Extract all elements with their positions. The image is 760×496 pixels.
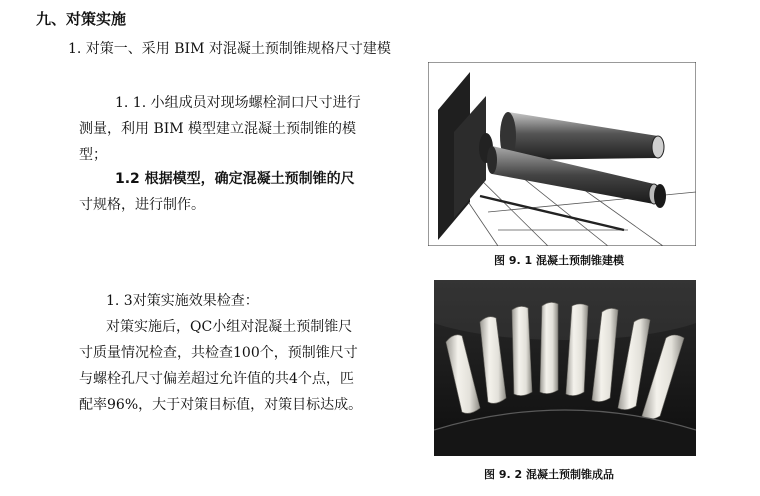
step-1-3-line-3: 与螺栓孔尺寸偏差超过允许值的共4个点，匹 [79,371,354,387]
step-1-3-heading: 1. 3对策实施效果检查： [106,293,259,309]
section-title: 九、对策实施 [36,10,127,28]
step-1-1-line-2: 测量，利用 BIM 模型建立混凝土预制锥的模 [79,121,357,137]
step-1-3-line-4: 配率96%，大于对策目标值，对策目标达成。 [79,397,363,413]
step-1-2-line-2: 寸规格，进行制作。 [79,197,205,213]
step-1-2-line-1: 1.2 根据模型，确定混凝土预制锥的尺 [115,171,355,187]
step-1-3-line-2: 寸质量情况检查，共检查100个，预制锥尺寸 [79,345,358,361]
step-1-1-line-3: 型； [79,147,107,163]
step-1-1-line-1: 1. 1. 小组成员对现场螺栓洞口尺寸进行 [115,95,361,111]
cones-photo [434,280,696,456]
figure-1-caption: 图 9. 1 混凝土预制锥建模 [494,254,624,267]
bim-model-figure [428,62,696,246]
measure-title: 1. 对策一、采用 BIM 对混凝土预制锥规格尺寸建模 [68,41,391,57]
figure-2-caption: 图 9. 2 混凝土预制锥成品 [484,468,614,481]
step-1-3-line-1: 对策实施后，QC小组对混凝土预制锥尺 [106,319,353,335]
